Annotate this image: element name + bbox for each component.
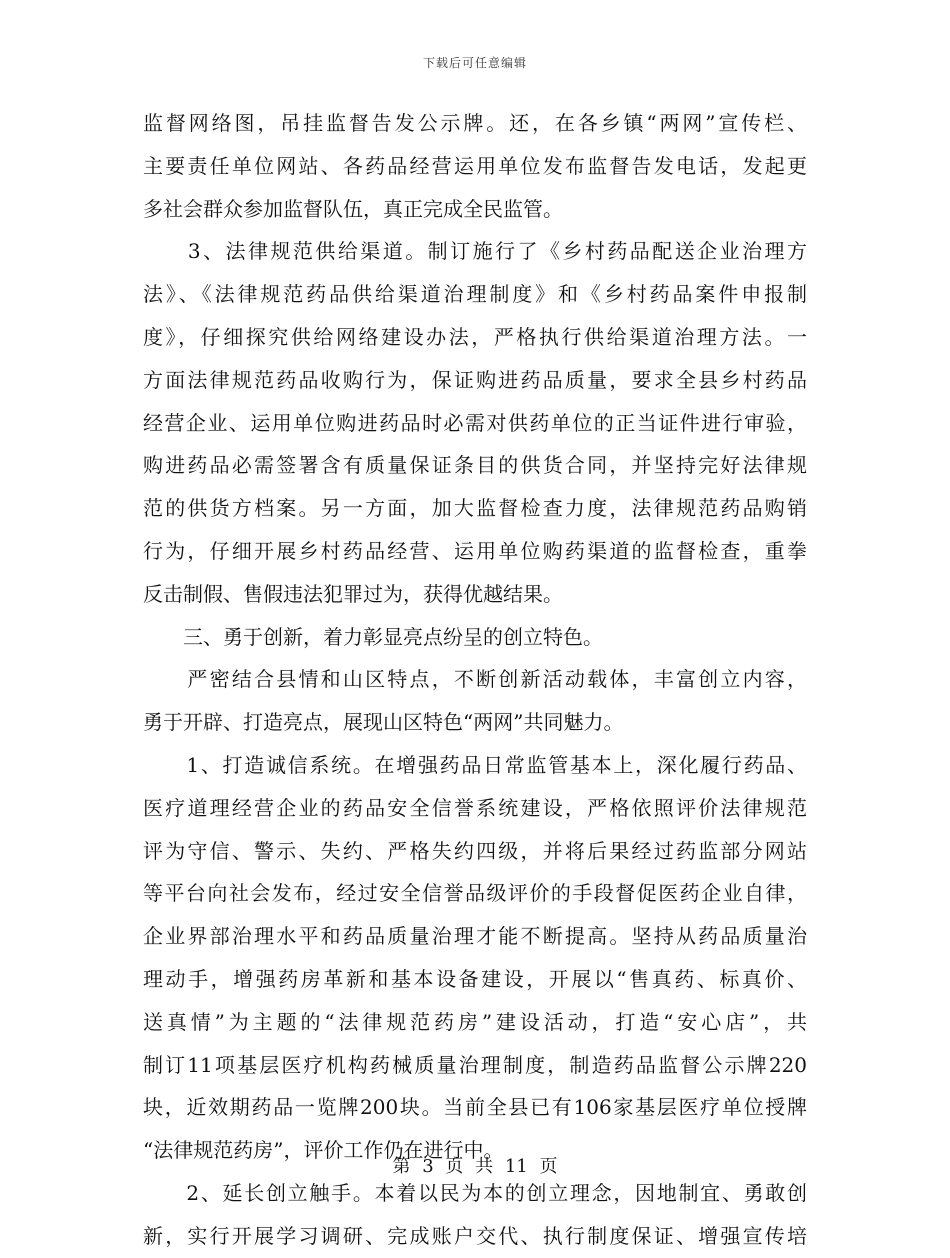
text-line: 理动手，增强药房革新和基本设备建设，开展以“售真药、标真价、	[143, 966, 807, 991]
text-line: 2、延长创立触手。本着以民为本的创立理念，因地制宜、勇敢创	[143, 1180, 807, 1205]
text-line: 方面法律规范药品收购行为，保证购进药品质量，要求全县乡村药品	[143, 367, 807, 392]
text-line: 严密结合县情和山区特点，不断创新活动载体，丰富创立内容，	[143, 667, 807, 692]
text-line: 医疗道理经营企业的药品安全信誉系统建设，严格依照评价法律规范	[143, 795, 807, 820]
text-line: 反击制假、售假违法犯罪过为，获得优越结果。	[143, 581, 563, 606]
text-line: 购进药品必需签署含有质量保证条目的供货合同，并坚持完好法律规	[143, 453, 807, 478]
text-line: 3、法律规范供给渠道。制订施行了《乡村药品配送企业治理方	[143, 239, 807, 264]
text-line: 勇于开辟、打造亮点，展现山区特色“两网”共同魅力。	[143, 710, 624, 735]
body-text	[143, 102, 807, 1258]
text-line: 1、打造诚信系统。在增强药品日常监管基本上，深化履行药品、	[143, 752, 807, 777]
text-line: “法律规范药房”，评价工作仍在进行中。	[143, 1138, 504, 1163]
text-line: 企业界部治理水平和药品质量治理才能不断提高。坚持从药品质量治	[143, 924, 807, 949]
page-header: 下载后可任意编辑	[422, 56, 527, 70]
text-line: 范的供货方档案。另一方面，加大监督检查力度，法律规范药品购销	[143, 496, 807, 521]
page-number: 第 3 页 共 11 页	[392, 1156, 558, 1177]
text-line: 主要责任单位网站、各药品经营运用单位发布监督告发电话，发起更	[143, 153, 807, 178]
text-line: 多社会群众参加监督队伍，真正完成全民监管。	[143, 196, 563, 221]
text-line: 度》，仔细探究供给网络建设办法，严格执行供给渠道治理方法。一	[143, 324, 807, 349]
text-line: 经营企业、运用单位购进药品时必需对供药单位的正当证件进行审验，	[143, 410, 807, 435]
text-line: 法》、《法律规范药品供给渠道治理制度》和《乡村药品案件申报制	[143, 282, 807, 307]
text-line: 块，近效期药品一览牌200块。当前全县已有106家基层医疗单位授牌	[143, 1095, 807, 1120]
text-line: 制订11项基层医疗机构药械质量治理制度，制造药品监督公示牌220	[143, 1052, 807, 1077]
text-line: 送真情”为主题的“法律规范药房”建设活动，打造“安心店”，共	[143, 1009, 807, 1034]
text-line: 监督网络图，吊挂监督告发公示牌。还，在各乡镇“两网”宣传栏、	[143, 111, 807, 135]
text-line: 等平台向社会发布，经过安全信誉品级评价的手段督促医药企业自律，	[143, 881, 807, 906]
text-line: 行为，仔细开展乡村药品经营、运用单位购药渠道的监督检查，重拳	[143, 538, 807, 563]
text-line: 评为守信、警示、失约、严格失约四级，并将后果经过药监部分网站	[143, 838, 807, 863]
text-line: 新，实行开展学习调研、完成账户交代、执行制度保证、增强宣传培	[143, 1223, 807, 1248]
text-line: 三、勇于创新，着力彰显亮点纷呈的创立特色。	[143, 624, 603, 649]
